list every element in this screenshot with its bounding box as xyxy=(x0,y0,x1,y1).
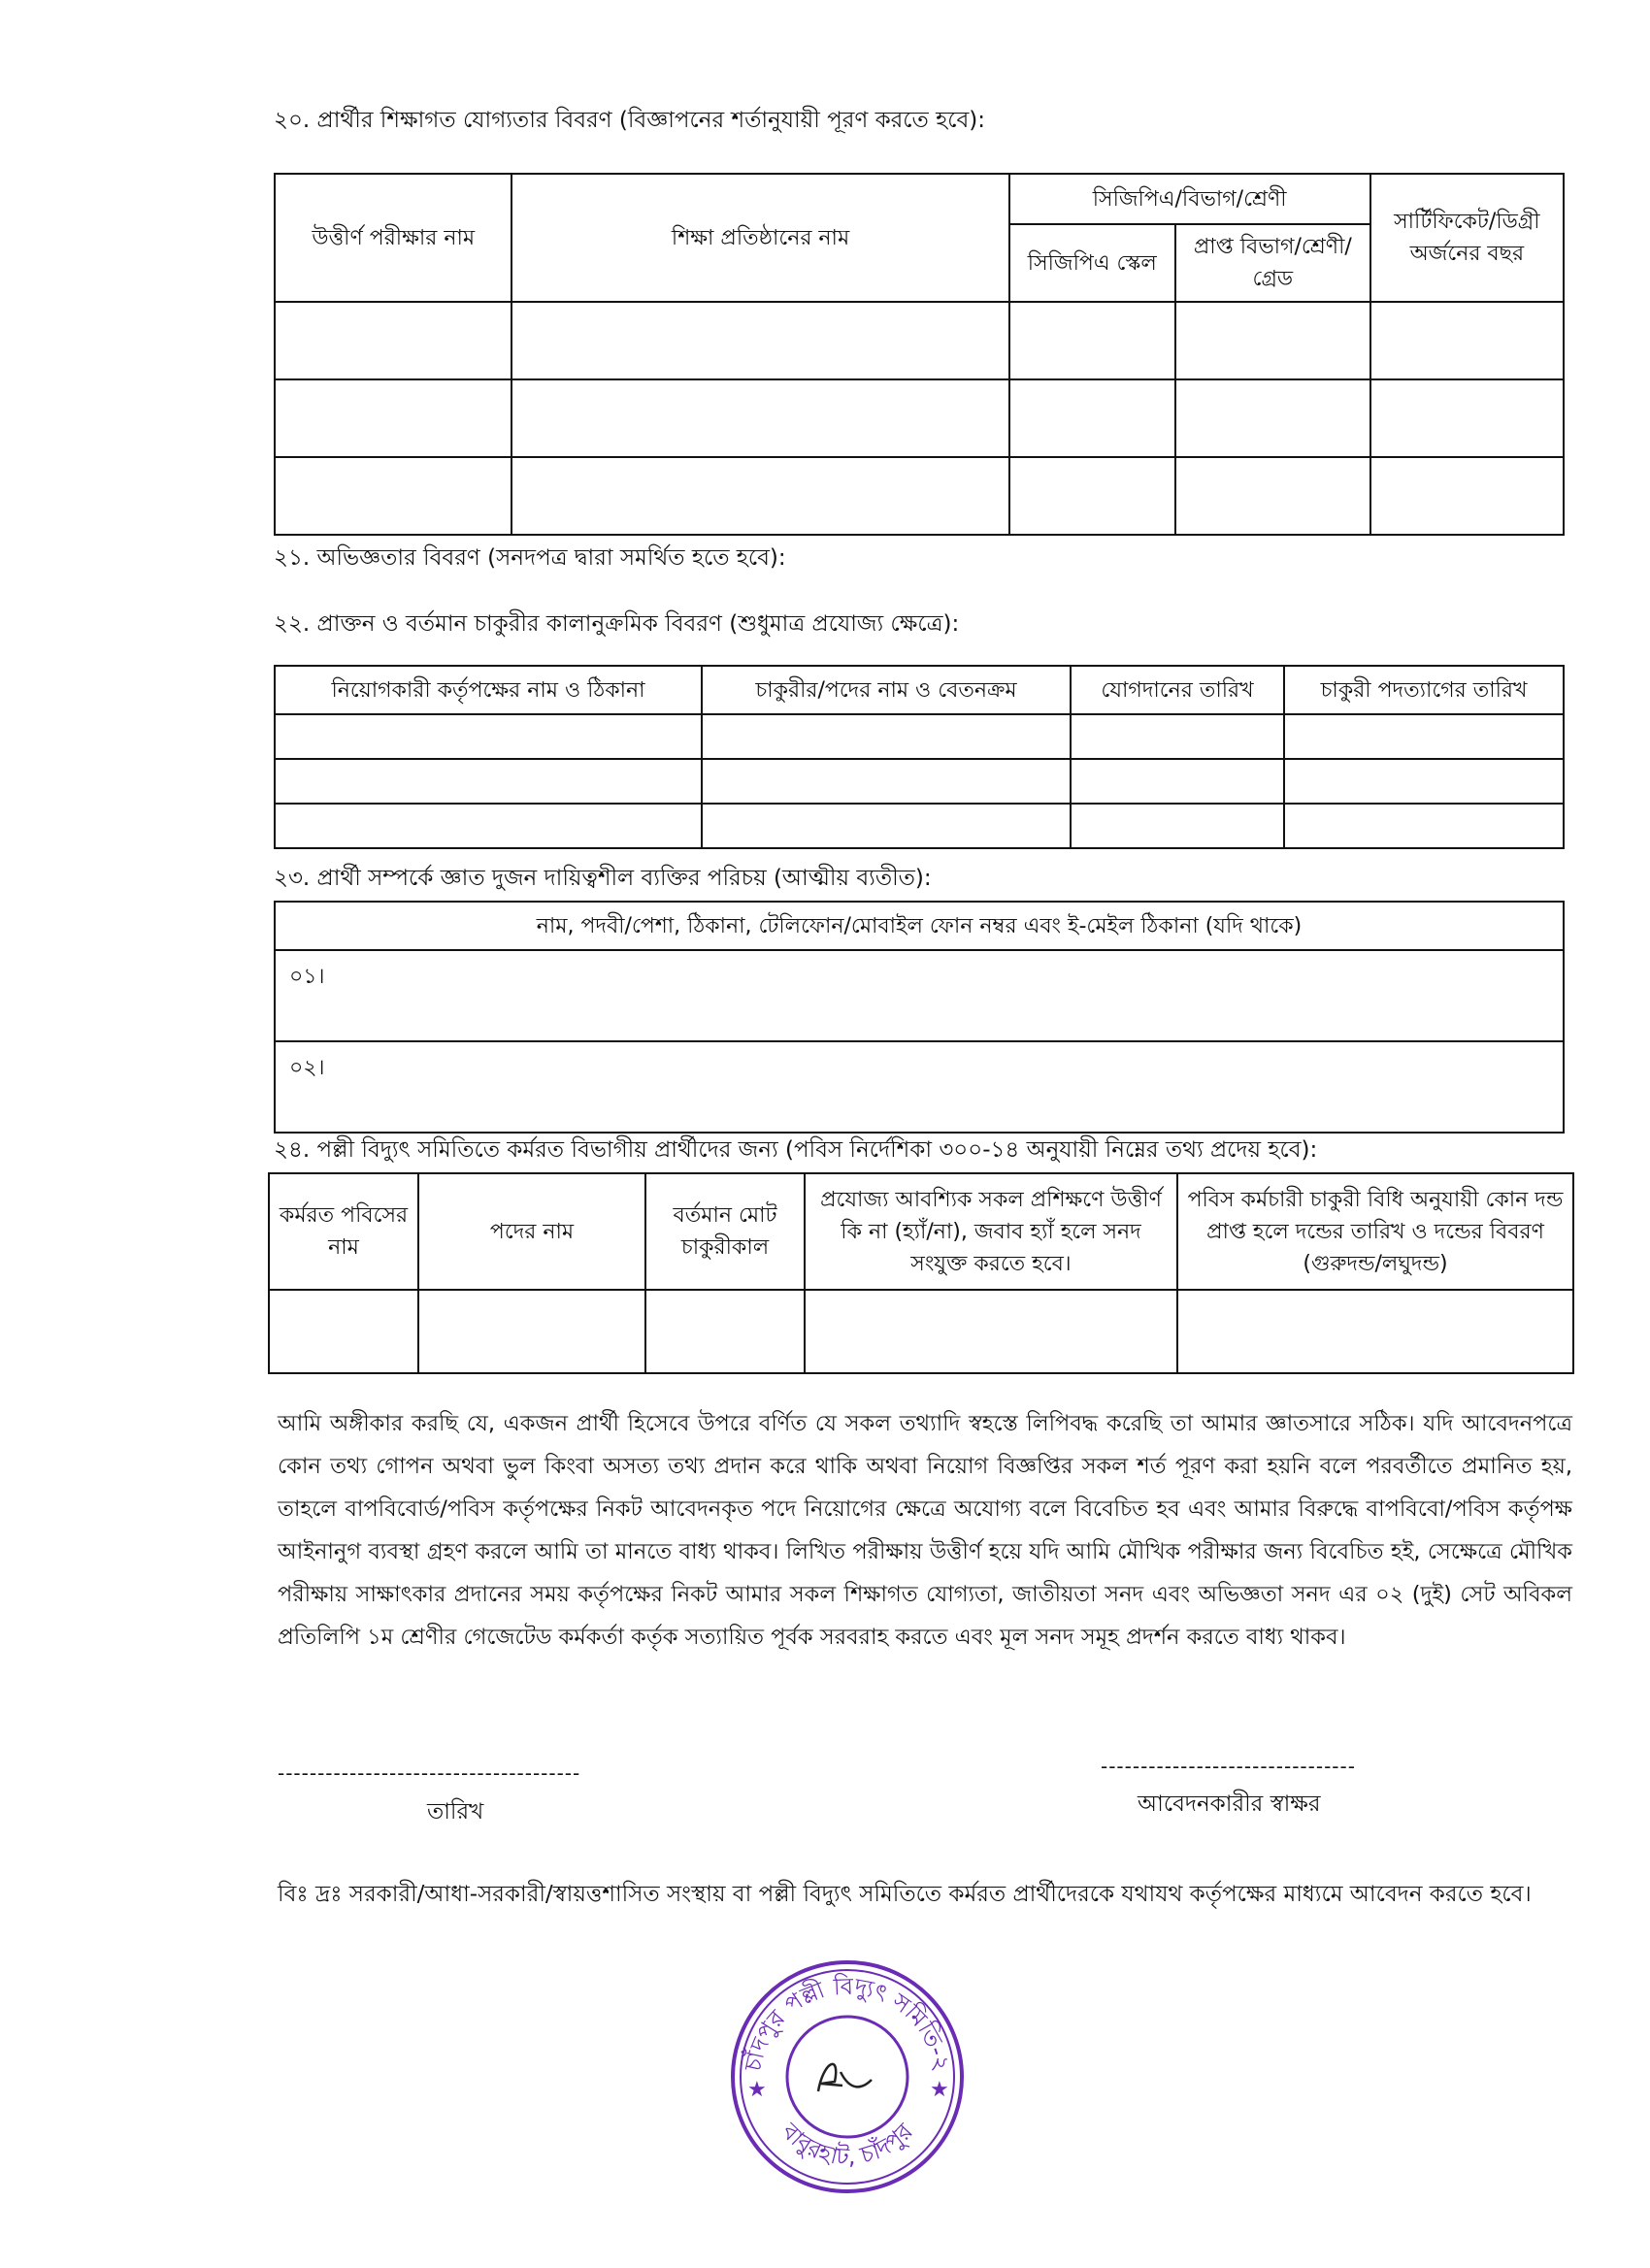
references-table xyxy=(274,901,1565,1134)
header-employer: নিয়োগকারী কর্তৃপক্ষের নাম ও ঠিকানা xyxy=(275,666,702,714)
pbs-staff-table xyxy=(268,1172,1574,1374)
reference-row-1-label: ০১। xyxy=(275,950,1564,1041)
reference-row-2-label: ০২। xyxy=(275,1041,1564,1133)
svg-text:চাঁদপুর পল্লী বিদ্যুৎ সমিতি-২ xyxy=(738,1973,955,2075)
employment-table xyxy=(274,665,1565,849)
office-seal xyxy=(726,1956,969,2198)
note-text: বিঃ দ্রঃ সরকারী/আধা-সরকারী/স্বায়ত্তশাসিত সংস্থায় বা পল্লী বিদ্যুৎ সমিতিতে কর্মরত প্রার্থীদেরকে যথাযথ কর্তৃপক্ষের মাধ্যমে আবেদন করতে হবে। xyxy=(278,1882,1532,1907)
svg-text:বাবুরহাট, চাঁদপুর xyxy=(776,2117,918,2170)
header-total-service: বর্তমান মোট চাকুরীকাল xyxy=(645,1173,805,1290)
date-line: -------------------------------------- xyxy=(278,1761,581,1785)
header-training: প্রযোজ্য আবশ্যিক সকল প্রশিক্ষণে উত্তীর্ণ কি না (হ্যাঁ/না), জবাব হ্যাঁ হলে সনদ সংযুক্ত করতে হবে। xyxy=(805,1173,1177,1290)
header-certificate-year: সার্টিফিকেট/ডিগ্রী অর্জনের বছর xyxy=(1370,174,1564,302)
section-20-title: ২০. প্রার্থীর শিক্ষাগত যোগ্যতার বিবরণ (বিজ্ঞাপনের শর্তানুযায়ী পূরণ করতে হবে): xyxy=(274,108,985,133)
section-23-title: ২৩. প্রার্থী সম্পর্কে জ্ঞাত দুজন দায়িত্বশীল ব্যক্তির পরিচয় (আত্মীয় ব্যতীত): xyxy=(274,866,932,891)
header-exam-name: উত্তীর্ণ পরীক্ষার নাম xyxy=(275,174,512,302)
header-cgpa-scale: সিজিপিএ স্কেল xyxy=(1009,224,1175,302)
table-row xyxy=(275,714,1564,759)
table-row xyxy=(275,379,1564,457)
seal-icon xyxy=(726,1956,969,2198)
seal-top-text: চাঁদপুর পল্লী বিদ্যুৎ সমিতি-২ xyxy=(739,1972,956,2074)
header-resign-date: চাকুরী পদত্যাগের তারিখ xyxy=(1284,666,1564,714)
section-22-title: ২২. প্রাক্তন ও বর্তমান চাকুরীর কালানুক্রমিক বিবরণ (শুধুমাত্র প্রযোজ্য ক্ষেত্রে): xyxy=(274,611,960,637)
signature-line: -------------------------------- xyxy=(1101,1755,1356,1778)
header-institution: শিক্ষা প্রতিষ্ঠানের নাম xyxy=(512,174,1008,302)
header-join-date: যোগদানের তারিখ xyxy=(1071,666,1284,714)
table-row xyxy=(269,1290,1573,1373)
date-label: তারিখ xyxy=(427,1799,484,1824)
header-obtained-grade: প্রাপ্ত বিভাগ/শ্রেণী/গ্রেড xyxy=(1175,224,1370,302)
section-24-title: ২৪. পল্লী বিদ্যুৎ সমিতিতে কর্মরত বিভাগীয় প্রার্থীদের জন্য (পবিস নির্দেশিকা ৩০০-১৪ অনুযায়ী নিম্নের তথ্য প্রদেয় হবে): xyxy=(274,1137,1318,1163)
seal-star-right: ★ xyxy=(930,2078,949,2102)
signature-label: আবেদনকারীর স্বাক্ষর xyxy=(1138,1791,1321,1817)
header-post-name: পদের নাম xyxy=(418,1173,645,1290)
section-21-title: ২১. অভিজ্ঞতার বিবরণ (সনদপত্র দ্বারা সমর্থিত হতে হবে): xyxy=(274,545,786,571)
table-row xyxy=(275,804,1564,848)
education-table xyxy=(274,173,1565,536)
table-row xyxy=(275,950,1564,1041)
seal-star-left: ★ xyxy=(747,2078,767,2102)
table-row xyxy=(275,302,1564,379)
table-row xyxy=(275,457,1564,535)
header-post-salary: চাকুরীর/পদের নাম ও বেতনক্রম xyxy=(702,666,1071,714)
header-reference-details: নাম, পদবী/পেশা, ঠিকানা, টেলিফোন/মোবাইল ফোন নম্বর এবং ই-মেইল ঠিকানা (যদি থাকে) xyxy=(275,902,1564,950)
declaration-text: আমি অঙ্গীকার করছি যে, একজন প্রার্থী হিসেবে উপরে বর্ণিত যে সকল তথ্যাদি স্বহস্তে লিপিবদ্ধ করেছি তা আমার জ্ঞাতসারে সঠিক। যদি আবেদনপত্রে কোন তথ্য গোপন অথবা ভুল কিংবা অসত্য তথ্য প্রদান করে থাকি অথবা নিয়োগ বিজ্ঞপ্তির সকল শর্ত পূরণ করা হয়নি বলে পরবর্তীতে প্রমানিত হয়, তাহলে বাপবিবোর্ড/পবিস কর্তৃপক্ষের নিকট আবেদনকৃত পদে নিয়োগের ক্ষেত্রে অযোগ্য বলে বিবেচিত হব এবং আমার বিরুদ্ধে বাপবিবো/পবিস কর্তৃপক্ষ আইনানুগ ব্যবস্থা গ্রহণ করলে আমি তা মানতে বাধ্য থাকব। লিখিত পরীক্ষায় উত্তীর্ণ হয়ে যদি আমি মৌখিক পরীক্ষার জন্য বিবেচিত হই, সেক্ষেত্রে মৌখিক পরীক্ষায় সাক্ষাৎকার প্রদানের সময় কর্তৃপক্ষের নিকট আমার সকল শিক্ষাগত যোগ্যতা, জাতীয়তা সনদ এবং অভিজ্ঞতা সনদ এর ০২ (দুই) সেট অবিকল প্রতিলিপি ১ম শ্রেণীর গেজেটেড কর্মকর্তা কর্তৃক সত্যায়িত পূর্বক সরবরাহ করতে এবং মূল সনদ সমূহ প্রদর্শন করতে বাধ্য থাকব। xyxy=(278,1411,1572,1650)
table-row xyxy=(275,1041,1564,1133)
seal-bottom-text: বাবুরহাট, চাঁদপুর xyxy=(776,2118,919,2171)
signature-scribble xyxy=(818,2064,872,2091)
header-penalty: পবিস কর্মচারী চাকুরী বিধি অনুযায়ী কোন দন্ড প্রাপ্ত হলে দন্ডের তারিখ ও দন্ডের বিবরণ (গুরুদন্ড/লঘুদন্ড) xyxy=(1177,1173,1573,1290)
header-cgpa-group: সিজিপিএ/বিভাগ/শ্রেণী xyxy=(1009,174,1370,224)
header-pbs-name: কর্মরত পবিসের নাম xyxy=(269,1173,418,1290)
table-row xyxy=(275,759,1564,804)
